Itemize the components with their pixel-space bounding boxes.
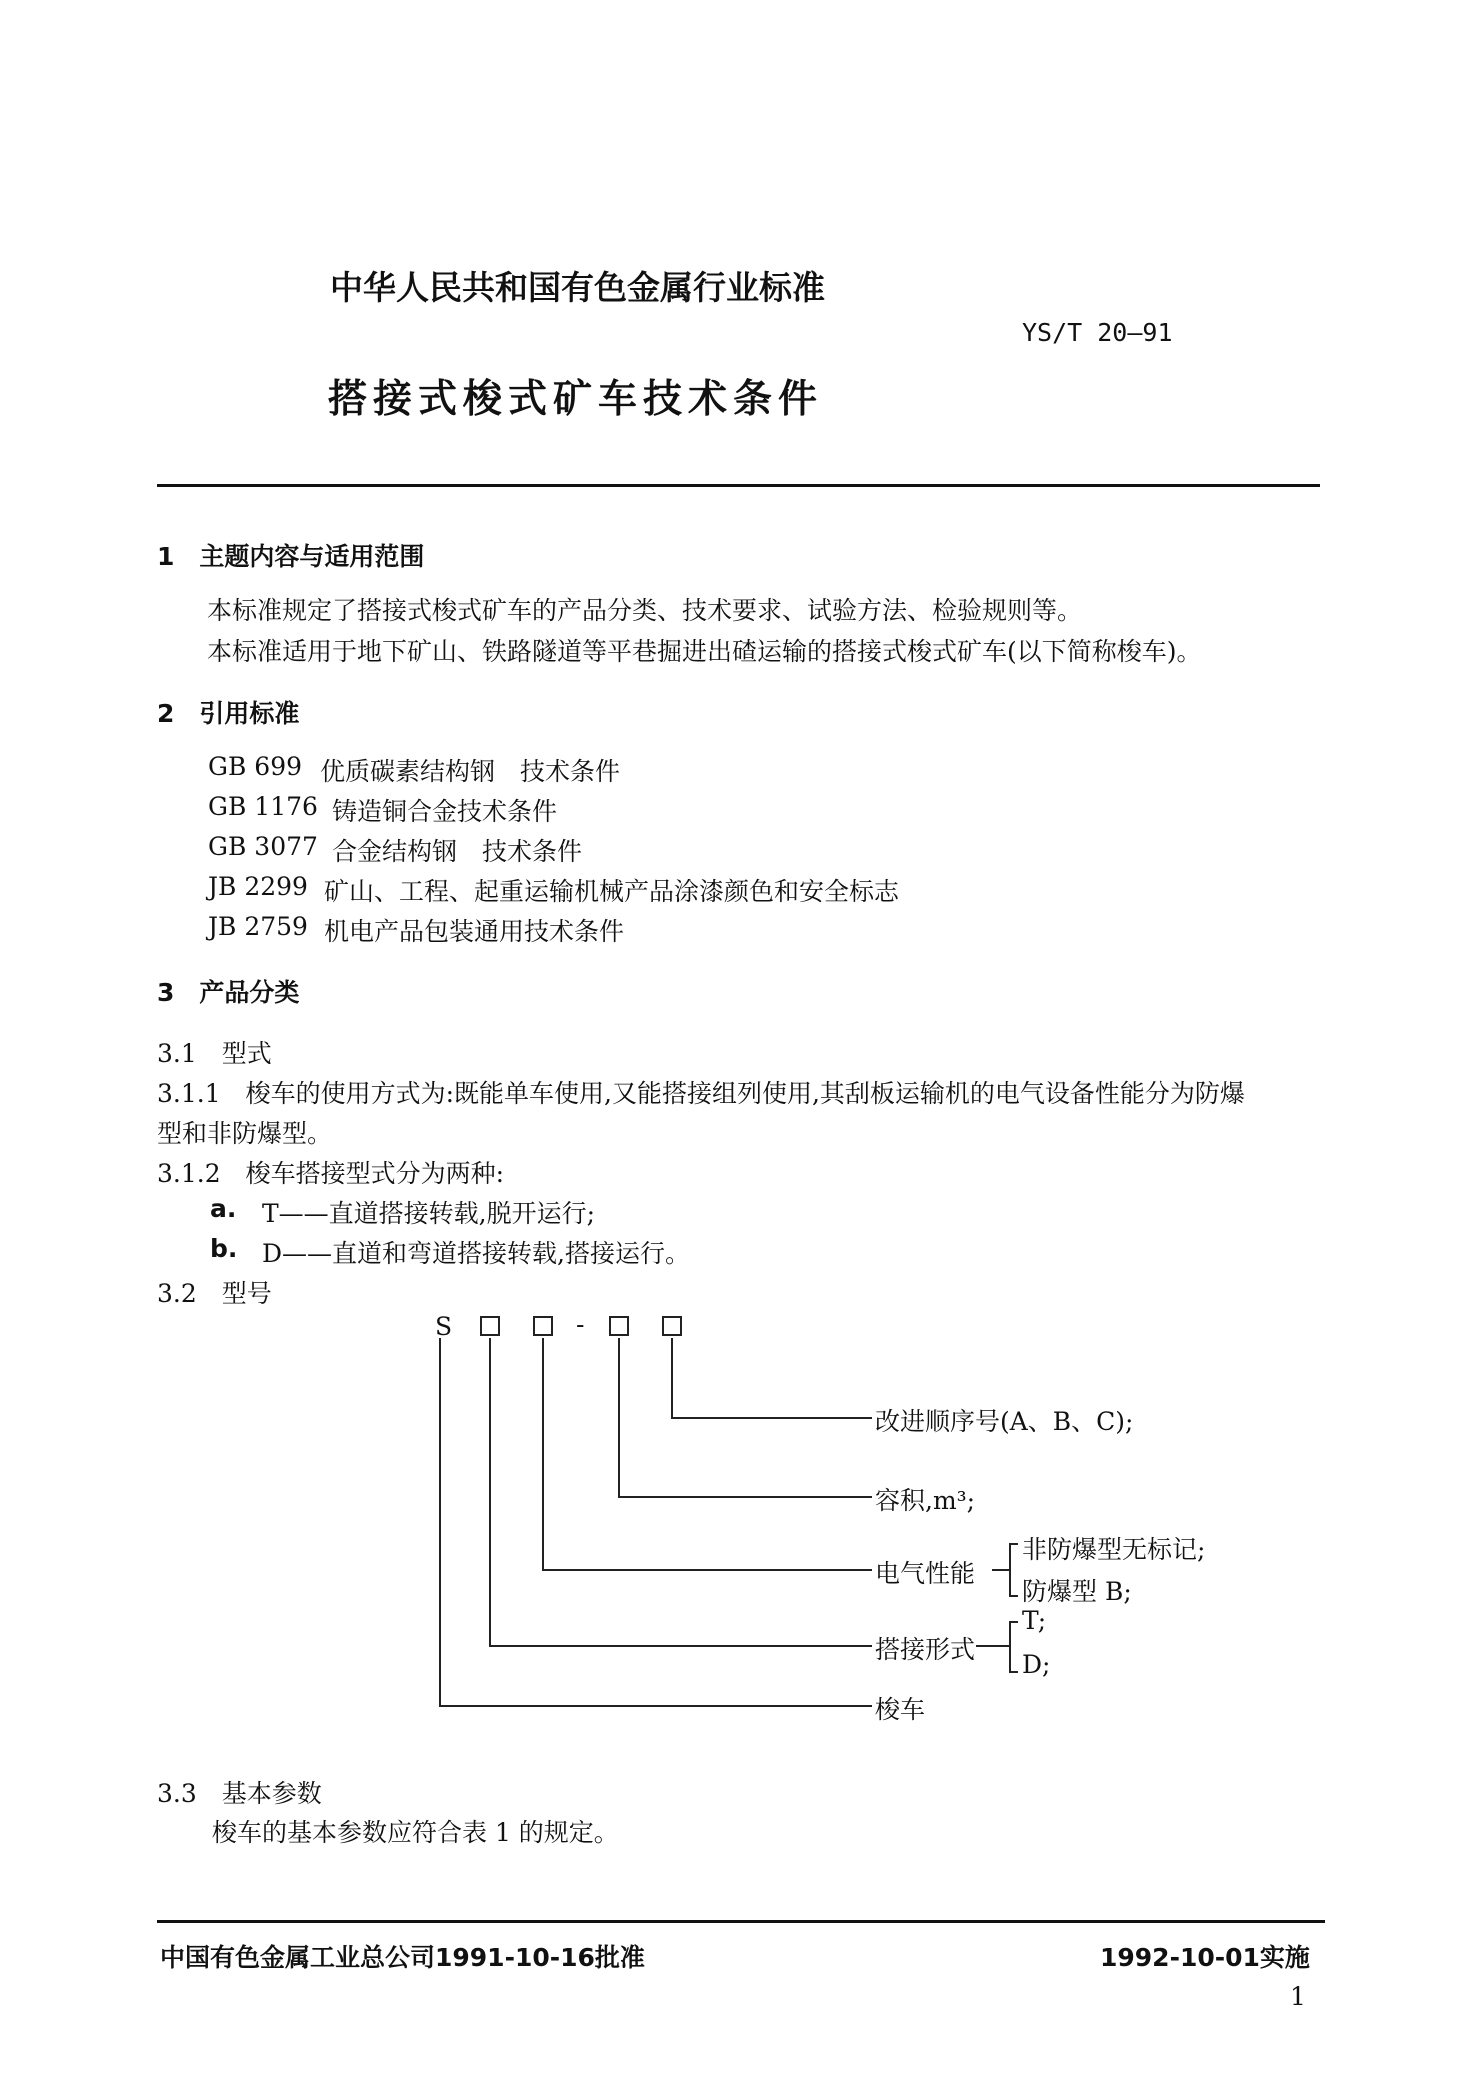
footer-rule xyxy=(157,1920,1325,1923)
ref-title: 合金结构钢 技术条件 xyxy=(332,837,583,866)
ref-code: GB 1176 xyxy=(208,792,318,821)
section-1-paragraph-1: 本标准规定了搭接式梭式矿车的产品分类、技术要求、试验方法、检验规则等。 xyxy=(207,596,1083,625)
label-shuttle: 梭车 xyxy=(875,1695,926,1724)
ref-code: GB 3077 xyxy=(208,832,318,861)
label-connect: 搭接形式 xyxy=(875,1635,976,1664)
effective-date: 1992-10-01实施 xyxy=(1100,1943,1310,1972)
section-3-3-heading: 3.3 基本参数 xyxy=(157,1779,322,1808)
ref-title: 铸造铜合金技术条件 xyxy=(332,797,558,826)
label-improve: 改进顺序号(A、B、C); xyxy=(875,1407,1134,1436)
section-3-1-1-line-1: 3.1.1 梭车的使用方式为:既能单车使用,又能搭接组列使用,其刮板运输机的电气设备性能分为防爆 xyxy=(157,1079,1245,1108)
leader-shuttle xyxy=(440,1338,872,1706)
page-number: 1 xyxy=(1290,1982,1306,2011)
label-connect-option-2: D; xyxy=(1022,1650,1051,1679)
section-3-1-2: 3.1.2 梭车搭接型式分为两种: xyxy=(157,1159,505,1188)
section-1-paragraph-2: 本标准适用于地下矿山、铁路隧道等平巷掘进出碴运输的搭接式梭式矿车(以下简称梭车)。 xyxy=(207,637,1202,666)
brace-connect xyxy=(1010,1622,1018,1672)
list-item-b-label: b. xyxy=(210,1234,238,1263)
section-3-3-text: 梭车的基本参数应符合表 1 的规定。 xyxy=(212,1818,619,1847)
leader-connect xyxy=(490,1338,872,1646)
list-item-b: D——直道和弯道搭接转载,搭接运行。 xyxy=(262,1239,690,1268)
section-3-heading: 3 产品分类 xyxy=(157,978,300,1007)
label-electric-option-1: 非防爆型无标记; xyxy=(1022,1535,1206,1564)
ref-title: 机电产品包装通用技术条件 xyxy=(324,917,625,946)
section-3-2-heading: 3.2 型号 xyxy=(157,1279,272,1308)
section-1-heading: 1 主题内容与适用范围 xyxy=(157,542,425,571)
leader-electric xyxy=(543,1338,872,1570)
ref-code: GB 699 xyxy=(208,752,303,781)
label-electric: 电气性能 xyxy=(875,1559,976,1588)
brace-electric xyxy=(1010,1544,1018,1596)
label-volume: 容积,m³; xyxy=(875,1486,976,1515)
ref-code: JB 2299 xyxy=(208,872,308,901)
model-prefix: S xyxy=(435,1312,453,1341)
list-item-a-label: a. xyxy=(210,1194,237,1223)
section-3-1-heading: 3.1 型式 xyxy=(157,1039,272,1068)
approval-statement: 中国有色金属工业总公司1991-10-16批准 xyxy=(160,1943,645,1972)
list-item-a: T——直道搭接转载,脱开运行; xyxy=(262,1199,596,1228)
ref-code: JB 2759 xyxy=(208,912,308,941)
model-dash: - xyxy=(576,1310,585,1339)
section-3-1-1-line-2: 型和非防爆型。 xyxy=(157,1119,333,1148)
document-title: 搭接式梭式矿车技术条件 xyxy=(328,377,824,422)
label-electric-option-2: 防爆型 B; xyxy=(1022,1577,1132,1606)
section-2-heading: 2 引用标准 xyxy=(157,699,300,728)
leader-improve xyxy=(672,1338,872,1418)
org-title: 中华人民共和国有色金属行业标准 xyxy=(330,268,825,307)
ref-title: 矿山、工程、起重运输机械产品涂漆颜色和安全标志 xyxy=(324,877,900,906)
standard-code: YS/T 20—91 xyxy=(1022,318,1173,347)
label-connect-option-1: T; xyxy=(1022,1606,1047,1635)
ref-title: 优质碳素结构钢 技术条件 xyxy=(320,757,621,786)
